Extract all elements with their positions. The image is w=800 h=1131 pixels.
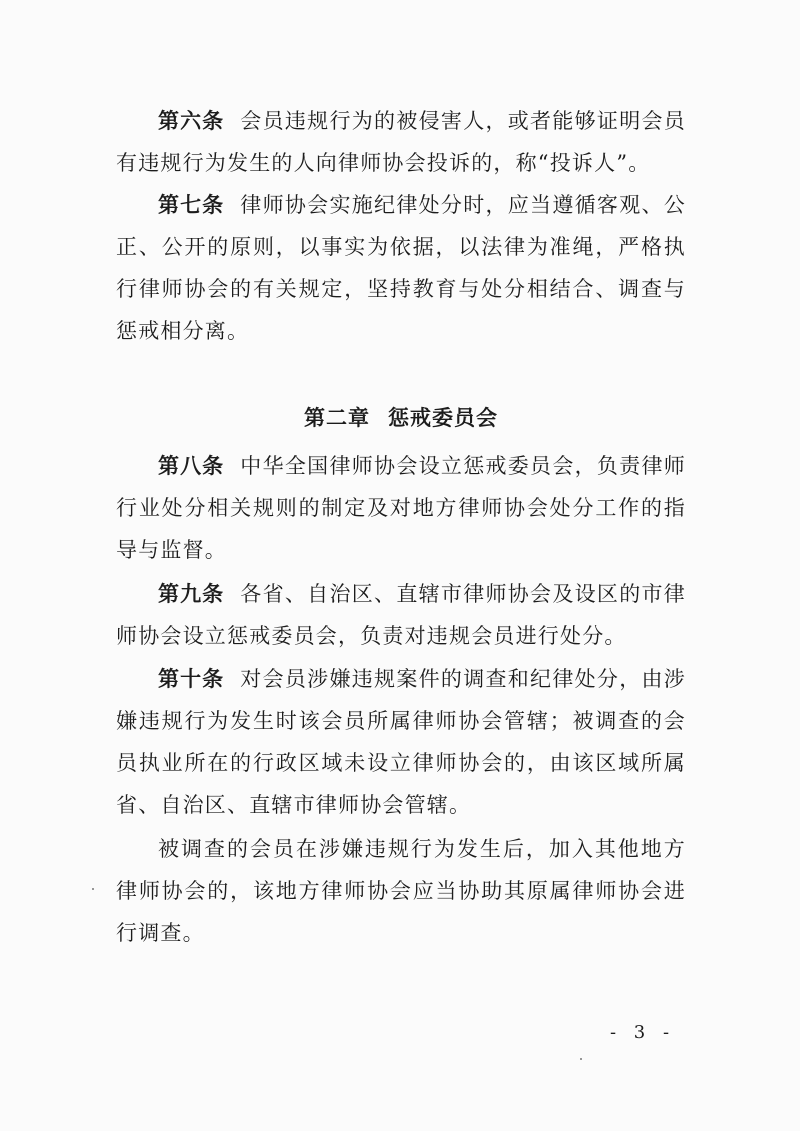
article-9-label: 第九条 xyxy=(158,582,225,606)
article-9 xyxy=(116,573,686,657)
chapter-number: 第二章 xyxy=(304,406,370,430)
article-7-label: 第七条 xyxy=(158,193,225,217)
scan-speck xyxy=(580,1058,582,1060)
article-7-text: 律师协会实施纪律处分时，应当遵循客观、公正、公开的原则，以事实为依据，以法律为准绳，严格执行律师协会的有关规定，坚持教育与处分相结合、调查与惩戒相分离。 xyxy=(116,193,687,343)
article-6 xyxy=(116,100,686,184)
article-6-text: 会员违规行为的被侵害人，或者能够证明会员有违规行为发生的人向律师协会投诉的，称“投诉人”。 xyxy=(116,109,687,175)
article-7 xyxy=(116,184,686,352)
page-number: - 3 - xyxy=(610,1022,676,1043)
article-10 xyxy=(116,658,686,826)
article-10-label: 第十条 xyxy=(158,667,225,691)
scan-speck xyxy=(92,888,94,890)
article-9-text: 各省、自治区、直辖市律师协会及设区的市律师协会设立惩戒委员会，负责对违规会员进行处分。 xyxy=(116,582,687,648)
chapter-heading xyxy=(116,402,686,434)
chapter-title: 惩戒委员会 xyxy=(388,406,498,430)
article-6-label: 第六条 xyxy=(158,109,225,133)
article-8-label: 第八条 xyxy=(158,454,225,478)
article-8-text: 中华全国律师协会设立惩戒委员会，负责律师行业处分相关规则的制定及对地方律师协会处分工作的指导与监督。 xyxy=(116,454,687,562)
article-10-paragraph-2-text: 被调查的会员在涉嫌违规行为发生后，加入其他地方律师协会的，该地方律师协会应当协助其原属律师协会进行调查。 xyxy=(116,837,686,945)
article-8 xyxy=(116,445,686,571)
article-10-text: 对会员涉嫌违规案件的调查和纪律处分，由涉嫌违规行为发生时该会员所属律师协会管辖；被调查的会员执业所在的行政区域未设立律师协会的，由该区域所属省、自治区、直辖市律师协会管辖。 xyxy=(116,667,687,817)
article-10-paragraph-2 xyxy=(116,828,686,954)
